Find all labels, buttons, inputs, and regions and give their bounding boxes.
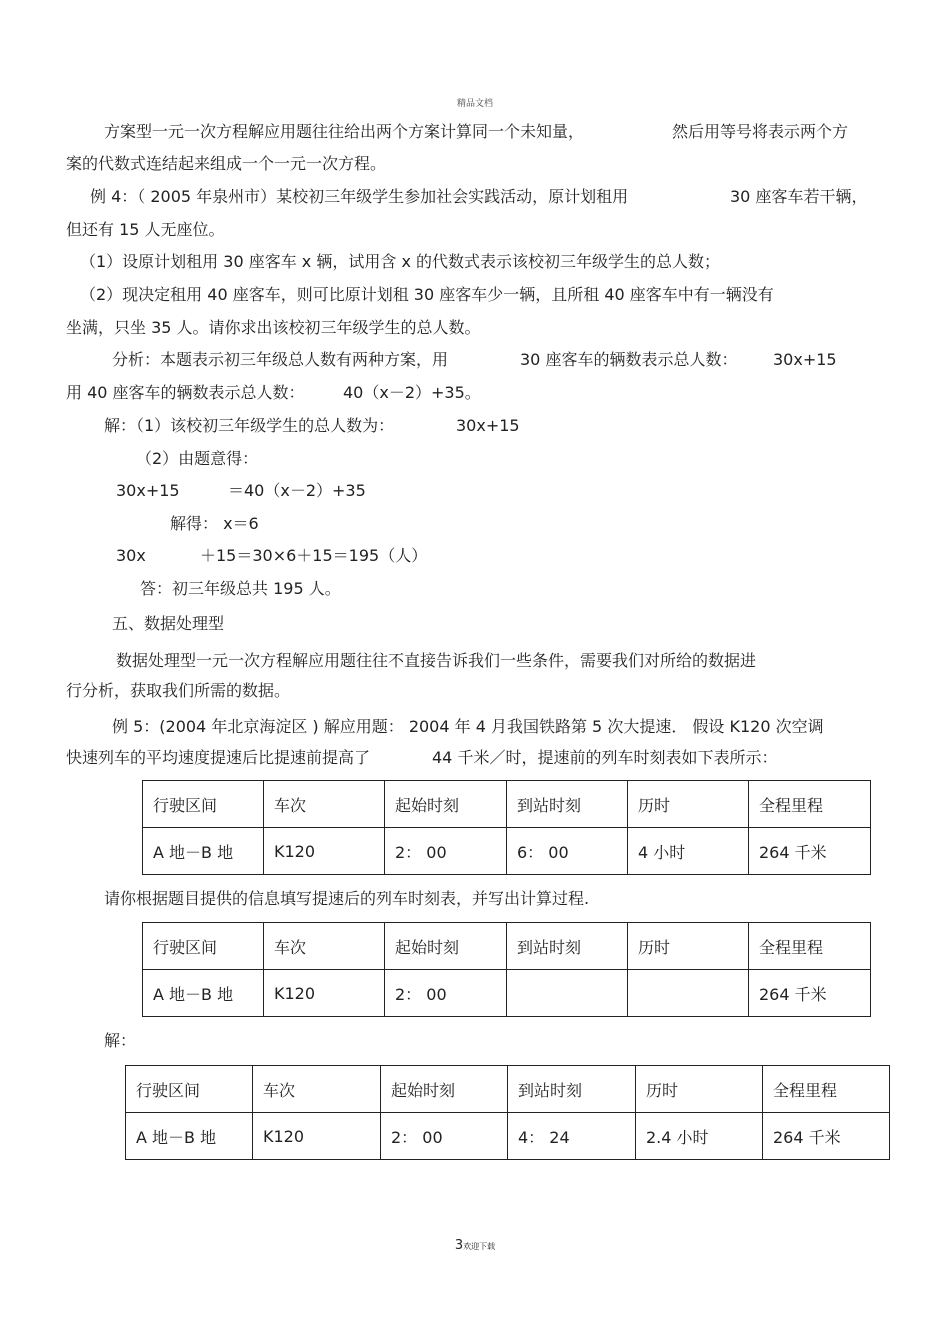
table-cell: A 地－B 地 bbox=[126, 1113, 253, 1160]
analysis-text: 分析：本题表示初三年级总人数有两种方案，用 bbox=[112, 350, 449, 369]
table-header-cell: 到站时刻 bbox=[507, 923, 628, 970]
solution-formula: 30x+15 bbox=[456, 416, 520, 435]
table-header-cell: 行驶区间 bbox=[143, 781, 264, 828]
example-5-text: 例 5：(2004 年北京海淀区 ) 解应用题： 2004 年 4 月我国铁路第 5 次大提速． 假设 K120 次空调 bbox=[112, 717, 824, 736]
page-footer bbox=[0, 1238, 950, 1253]
table-header-cell: 行驶区间 bbox=[143, 923, 264, 970]
table-cell: 4： 24 bbox=[508, 1113, 636, 1160]
section-heading: 五、数据处理型 bbox=[112, 614, 225, 633]
table-header-cell: 起始时刻 bbox=[381, 1066, 508, 1113]
timetable-after-solved bbox=[125, 1065, 890, 1160]
paragraph-data: 行分析，获取我们所需的数据。 bbox=[66, 681, 291, 700]
table-cell: 264 千米 bbox=[749, 970, 871, 1017]
paragraph-intro: 方案型一元一次方程解应用题往往给出两个方案计算同一个未知量， bbox=[104, 122, 585, 141]
table-row bbox=[143, 828, 871, 875]
example-4-text: 例 4：（ 2005 年泉州市）某校初三年级学生参加社会实践活动，原计划租用 bbox=[90, 187, 629, 206]
analysis-text: 30 座客车的辆数表示总人数： bbox=[520, 350, 738, 369]
timetable-after-blank bbox=[142, 922, 871, 1017]
table-cell: 264 千米 bbox=[749, 828, 871, 875]
solution-label: 解： bbox=[104, 1031, 137, 1050]
equation: 30x bbox=[116, 546, 146, 565]
table-header-row bbox=[143, 923, 871, 970]
table-header-cell: 起始时刻 bbox=[385, 923, 507, 970]
table-header-cell: 起始时刻 bbox=[385, 781, 507, 828]
example-4-text: 但还有 15 人无座位。 bbox=[66, 220, 225, 239]
table-header-row bbox=[143, 781, 871, 828]
table-cell: 6： 00 bbox=[507, 828, 628, 875]
example-5-text: 44 千米／时，提速前的列车时刻表如下表所示： bbox=[432, 748, 778, 767]
equation: ＋15＝30×6＋15＝195（人） bbox=[200, 546, 428, 565]
question-2: 坐满，只坐 35 人。请你求出该校初三年级学生的总人数。 bbox=[66, 318, 481, 337]
table-header-cell: 到站时刻 bbox=[507, 781, 628, 828]
answer-text: 答：初三年级总共 195 人。 bbox=[140, 579, 341, 598]
solution-text: 解：（1）该校初三年级学生的总人数为： bbox=[104, 416, 395, 435]
analysis-formula: 30x+15 bbox=[773, 350, 837, 369]
table-cell: K120 bbox=[264, 970, 385, 1017]
example-5-text: 快速列车的平均速度提速后比提速前提高了 bbox=[66, 748, 371, 767]
example-4-text: 30 座客车若干辆， bbox=[730, 187, 868, 206]
table-cell: 2： 00 bbox=[385, 970, 507, 1017]
instruction-text: 请你根据题目提供的信息填写提速后的列车时刻表，并写出计算过程. bbox=[104, 889, 590, 908]
table-cell: K120 bbox=[264, 828, 385, 875]
table-row bbox=[143, 970, 871, 1017]
table-cell: 2.4 小时 bbox=[636, 1113, 763, 1160]
table-header-cell: 全程里程 bbox=[749, 923, 871, 970]
table-header-cell: 历时 bbox=[628, 781, 749, 828]
page-header: 精品文档 bbox=[456, 99, 493, 109]
table-cell: K120 bbox=[253, 1113, 381, 1160]
table-header-cell: 历时 bbox=[636, 1066, 763, 1113]
table-cell: 2： 00 bbox=[385, 828, 507, 875]
table-cell: 264 千米 bbox=[763, 1113, 890, 1160]
paragraph-intro: 然后用等号将表示两个方 bbox=[672, 122, 849, 141]
table-header-cell: 全程里程 bbox=[749, 781, 871, 828]
footer-note: 欢迎下载 bbox=[463, 1242, 496, 1251]
table-header-cell: 历时 bbox=[628, 923, 749, 970]
table-cell-blank bbox=[628, 970, 749, 1017]
table-header-cell: 行驶区间 bbox=[126, 1066, 253, 1113]
table-cell: A 地－B 地 bbox=[143, 970, 264, 1017]
timetable-before bbox=[142, 780, 871, 875]
analysis-formula: 40（x－2）+35。 bbox=[343, 383, 481, 402]
table-header-row bbox=[126, 1066, 890, 1113]
solution-text: （2）由题意得： bbox=[136, 449, 259, 468]
equation: ＝40（x－2）+35 bbox=[228, 481, 366, 500]
table-row bbox=[126, 1113, 890, 1160]
table-header-cell: 车次 bbox=[264, 923, 385, 970]
table-header-cell: 到站时刻 bbox=[508, 1066, 636, 1113]
table-cell: A 地－B 地 bbox=[143, 828, 264, 875]
equation: 30x+15 bbox=[116, 481, 180, 500]
page-number: 3 bbox=[454, 1238, 464, 1253]
question-2: （2）现决定租用 40 座客车，则可比原计划租 30 座客车少一辆，且所租 40 座客车中有一辆没有 bbox=[80, 285, 774, 304]
question-1: （1）设原计划租用 30 座客车 x 辆，试用含 x 的代数式表示该校初三年级学生的总人数； bbox=[80, 252, 720, 271]
table-header-cell: 车次 bbox=[253, 1066, 381, 1113]
paragraph-data: 数据处理型一元一次方程解应用题往往不直接告诉我们一些条件，需要我们对所给的数据进 bbox=[116, 651, 757, 670]
table-header-cell: 车次 bbox=[264, 781, 385, 828]
equation: 解得： x＝6 bbox=[170, 514, 259, 533]
table-header-cell: 全程里程 bbox=[763, 1066, 890, 1113]
paragraph-intro: 案的代数式连结起来组成一个一元一次方程。 bbox=[66, 154, 387, 173]
table-cell-blank bbox=[507, 970, 628, 1017]
table-cell: 4 小时 bbox=[628, 828, 749, 875]
analysis-text: 用 40 座客车的辆数表示总人数： bbox=[66, 383, 305, 402]
table-cell: 2： 00 bbox=[381, 1113, 508, 1160]
